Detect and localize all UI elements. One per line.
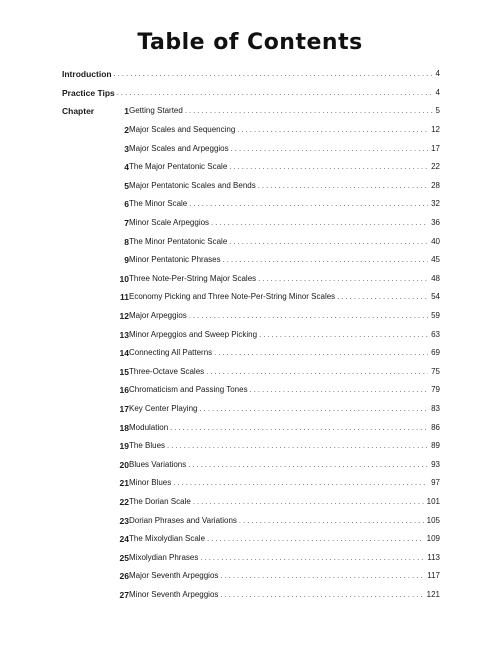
dot-leader — [114, 69, 433, 79]
chapter-number: 7 — [124, 218, 129, 229]
toc-entry-title: Getting Started — [129, 106, 183, 116]
toc-page-number: 22 — [431, 162, 440, 172]
toc-list — [62, 65, 440, 604]
page-title: Table of Contents — [137, 30, 363, 55]
toc-row[interactable] — [62, 567, 440, 586]
toc-page-number: 36 — [431, 218, 440, 228]
toc-entry-title: The Major Pentatonic Scale — [129, 162, 228, 172]
dot-leader — [223, 255, 428, 265]
dot-leader — [229, 162, 428, 172]
chapter-number-column — [62, 106, 129, 116]
chapter-number-column — [62, 460, 129, 470]
toc-row[interactable] — [62, 530, 440, 549]
dot-leader — [193, 497, 424, 507]
toc-entry-title: The Minor Pentatonic Scale — [129, 236, 228, 246]
chapter-number: 4 — [124, 162, 129, 173]
toc-page-number: 5 — [435, 106, 440, 116]
chapter-label: Chapter — [62, 106, 95, 117]
chapter-number: 15 — [119, 366, 129, 377]
toc-page-number: 48 — [431, 273, 440, 283]
dot-leader — [173, 478, 428, 488]
chapter-number: 8 — [124, 236, 129, 247]
toc-row[interactable] — [62, 177, 440, 196]
chapter-number-column — [62, 385, 129, 395]
toc-page-number: 101 — [426, 496, 440, 506]
dot-leader — [259, 330, 428, 340]
chapter-number-column — [62, 311, 129, 321]
chapter-number-column — [62, 404, 129, 414]
chapter-number: 27 — [119, 589, 129, 600]
toc-row-practice-tips[interactable] — [62, 84, 440, 103]
toc-entry-title: Mixolydian Phrases — [129, 552, 199, 562]
chapter-number: 17 — [119, 403, 129, 414]
chapter-number: 14 — [119, 348, 129, 359]
dot-leader — [220, 571, 424, 581]
dot-leader — [206, 367, 428, 377]
toc-row[interactable] — [62, 586, 440, 605]
toc-row[interactable] — [62, 437, 440, 456]
toc-page-number: 113 — [427, 552, 440, 562]
toc-row[interactable] — [62, 455, 440, 474]
toc-page-number: 79 — [431, 385, 440, 395]
chapter-number: 23 — [119, 515, 129, 526]
chapter-number-column — [62, 181, 129, 191]
toc-row[interactable] — [62, 232, 440, 251]
toc-entry-title: Connecting All Patterns — [129, 348, 213, 358]
toc-row[interactable] — [62, 344, 440, 363]
toc-row[interactable] — [62, 363, 440, 382]
dot-leader — [207, 534, 424, 544]
chapter-number-column — [62, 348, 129, 358]
toc-row[interactable] — [62, 214, 440, 233]
dot-leader — [258, 274, 428, 284]
toc-page-number: 63 — [431, 329, 440, 339]
toc-entry-title: Blues Variations — [129, 459, 187, 469]
chapter-number-column — [62, 478, 129, 488]
chapter-number-column — [62, 367, 129, 377]
toc-page-number: 93 — [431, 459, 440, 469]
chapter-number-column — [62, 553, 129, 563]
toc-page-number: 4 — [435, 69, 440, 79]
dot-leader — [337, 292, 428, 302]
toc-entry-title: Modulation — [129, 422, 169, 432]
toc-row[interactable] — [62, 158, 440, 177]
dot-leader — [258, 181, 428, 191]
dot-leader — [200, 553, 424, 563]
chapter-number: 5 — [124, 180, 129, 191]
toc-page-number: 121 — [426, 589, 440, 599]
dot-leader — [189, 311, 428, 321]
chapter-number-column — [62, 144, 129, 154]
chapter-number: 12 — [119, 311, 129, 322]
toc-entry-title: The Mixolydian Scale — [129, 534, 206, 544]
chapter-number: 18 — [119, 422, 129, 433]
toc-row[interactable] — [62, 139, 440, 158]
toc-page-number: 32 — [431, 199, 440, 209]
chapter-number-column — [62, 423, 129, 433]
chapter-number: 10 — [119, 273, 129, 284]
toc-page-number: 86 — [431, 422, 440, 432]
chapter-number: 24 — [119, 534, 129, 545]
toc-entry-title: Three Note-Per-String Major Scales — [129, 273, 257, 283]
toc-page-number: 105 — [426, 515, 440, 525]
toc-entry-title: The Dorian Scale — [129, 496, 191, 506]
toc-row[interactable] — [62, 195, 440, 214]
toc-page-number: 97 — [431, 478, 440, 488]
chapter-number: 9 — [124, 255, 129, 266]
chapter-number-column — [62, 516, 129, 526]
toc-row[interactable] — [62, 270, 440, 289]
chapter-number: 21 — [119, 478, 129, 489]
toc-entry-title: The Minor Scale — [129, 199, 188, 209]
chapter-number-column — [62, 199, 129, 209]
toc-entry-title: Major Seventh Arpeggios — [129, 571, 219, 581]
toc-page-number: 54 — [431, 292, 440, 302]
toc-row[interactable] — [62, 474, 440, 493]
dot-leader — [189, 199, 428, 209]
toc-row[interactable] — [62, 251, 440, 270]
toc-entry-title: Major Arpeggios — [129, 311, 187, 321]
toc-row[interactable] — [62, 400, 440, 419]
chapter-number: 11 — [120, 292, 129, 303]
chapter-number: 1 — [124, 106, 129, 117]
toc-row[interactable] — [62, 307, 440, 326]
toc-entry-title: Practice Tips — [62, 87, 115, 98]
toc-entry-title: Dorian Phrases and Variations — [129, 515, 237, 525]
dot-leader — [250, 385, 429, 395]
toc-row[interactable] — [62, 548, 440, 567]
toc-row[interactable] — [62, 102, 440, 121]
toc-row-introduction[interactable] — [62, 65, 440, 84]
toc-row[interactable] — [62, 381, 440, 400]
toc-entry-title: Minor Pentatonic Phrases — [129, 255, 221, 265]
toc-entry-title: The Blues — [129, 441, 166, 451]
chapter-number: 25 — [119, 552, 129, 563]
chapter-number: 22 — [119, 496, 129, 507]
chapter-number: 26 — [119, 571, 129, 582]
chapter-number-column — [62, 534, 129, 544]
toc-entry-title: Major Scales and Sequencing — [129, 125, 236, 135]
dot-leader — [117, 88, 433, 98]
toc-entry-title: Major Pentatonic Scales and Bends — [129, 180, 256, 190]
toc-entry-title: Economy Picking and Three Note-Per-String Minor Scales — [129, 292, 336, 302]
chapter-number-column — [62, 571, 129, 581]
chapter-number-column — [62, 218, 129, 228]
toc-page-number: 4 — [435, 87, 440, 97]
dot-leader — [214, 348, 428, 358]
toc-page-number: 117 — [427, 571, 440, 581]
toc-page-number: 89 — [431, 441, 440, 451]
dot-leader — [211, 218, 428, 228]
dot-leader — [170, 423, 428, 433]
toc-entry-title: Major Scales and Arpeggios — [129, 143, 229, 153]
toc-row[interactable] — [62, 121, 440, 140]
chapter-number-column — [62, 274, 129, 284]
chapter-number-column — [62, 237, 129, 247]
dot-leader — [239, 516, 424, 526]
chapter-number-column — [62, 330, 129, 340]
toc-page-number: 75 — [431, 366, 440, 376]
dot-leader — [229, 237, 428, 247]
dot-leader — [185, 106, 433, 116]
chapter-number: 6 — [124, 199, 129, 210]
toc-entry-title: Minor Seventh Arpeggios — [129, 589, 219, 599]
toc-row[interactable] — [62, 288, 440, 307]
chapter-number-column — [62, 441, 129, 451]
dot-leader — [220, 590, 423, 600]
toc-row[interactable] — [62, 325, 440, 344]
chapter-number-column — [62, 162, 129, 172]
toc-row[interactable] — [62, 493, 440, 512]
toc-page-number: 45 — [431, 255, 440, 265]
chapter-number: 13 — [119, 329, 129, 340]
toc-entry-title: Chromaticism and Passing Tones — [129, 385, 248, 395]
toc-page-number: 59 — [431, 311, 440, 321]
dot-leader — [188, 460, 428, 470]
toc-entry-title: Three-Octave Scales — [129, 366, 205, 376]
chapter-number: 2 — [124, 125, 129, 136]
chapter-number-column — [62, 125, 129, 135]
toc-page-number: 83 — [431, 403, 440, 413]
toc-page-number: 109 — [426, 534, 440, 544]
dot-leader — [231, 144, 428, 154]
chapter-number: 20 — [119, 459, 129, 470]
chapter-number: 19 — [119, 441, 129, 452]
toc-page-number: 12 — [431, 125, 440, 135]
toc-entry-title: Key Center Playing — [129, 403, 198, 413]
toc-page-number: 17 — [431, 143, 440, 153]
toc-entry-title: Minor Scale Arpeggios — [129, 218, 210, 228]
chapter-number-column — [62, 590, 129, 600]
toc-page-number: 40 — [431, 236, 440, 246]
toc-page-number: 28 — [431, 180, 440, 190]
chapter-number-column — [62, 497, 129, 507]
toc-entry-title: Minor Arpeggios and Sweep Picking — [129, 329, 258, 339]
toc-row[interactable] — [62, 418, 440, 437]
dot-leader — [167, 441, 428, 451]
dot-leader — [199, 404, 428, 414]
chapter-number: 16 — [119, 385, 129, 396]
toc-page-number: 69 — [431, 348, 440, 358]
chapter-number-column — [62, 255, 129, 265]
toc-row[interactable] — [62, 511, 440, 530]
chapter-number-column — [62, 292, 129, 302]
chapter-number: 3 — [124, 143, 129, 154]
dot-leader — [237, 125, 428, 135]
toc-entry-title: Introduction — [62, 69, 112, 80]
toc-entry-title: Minor Blues — [129, 478, 172, 488]
